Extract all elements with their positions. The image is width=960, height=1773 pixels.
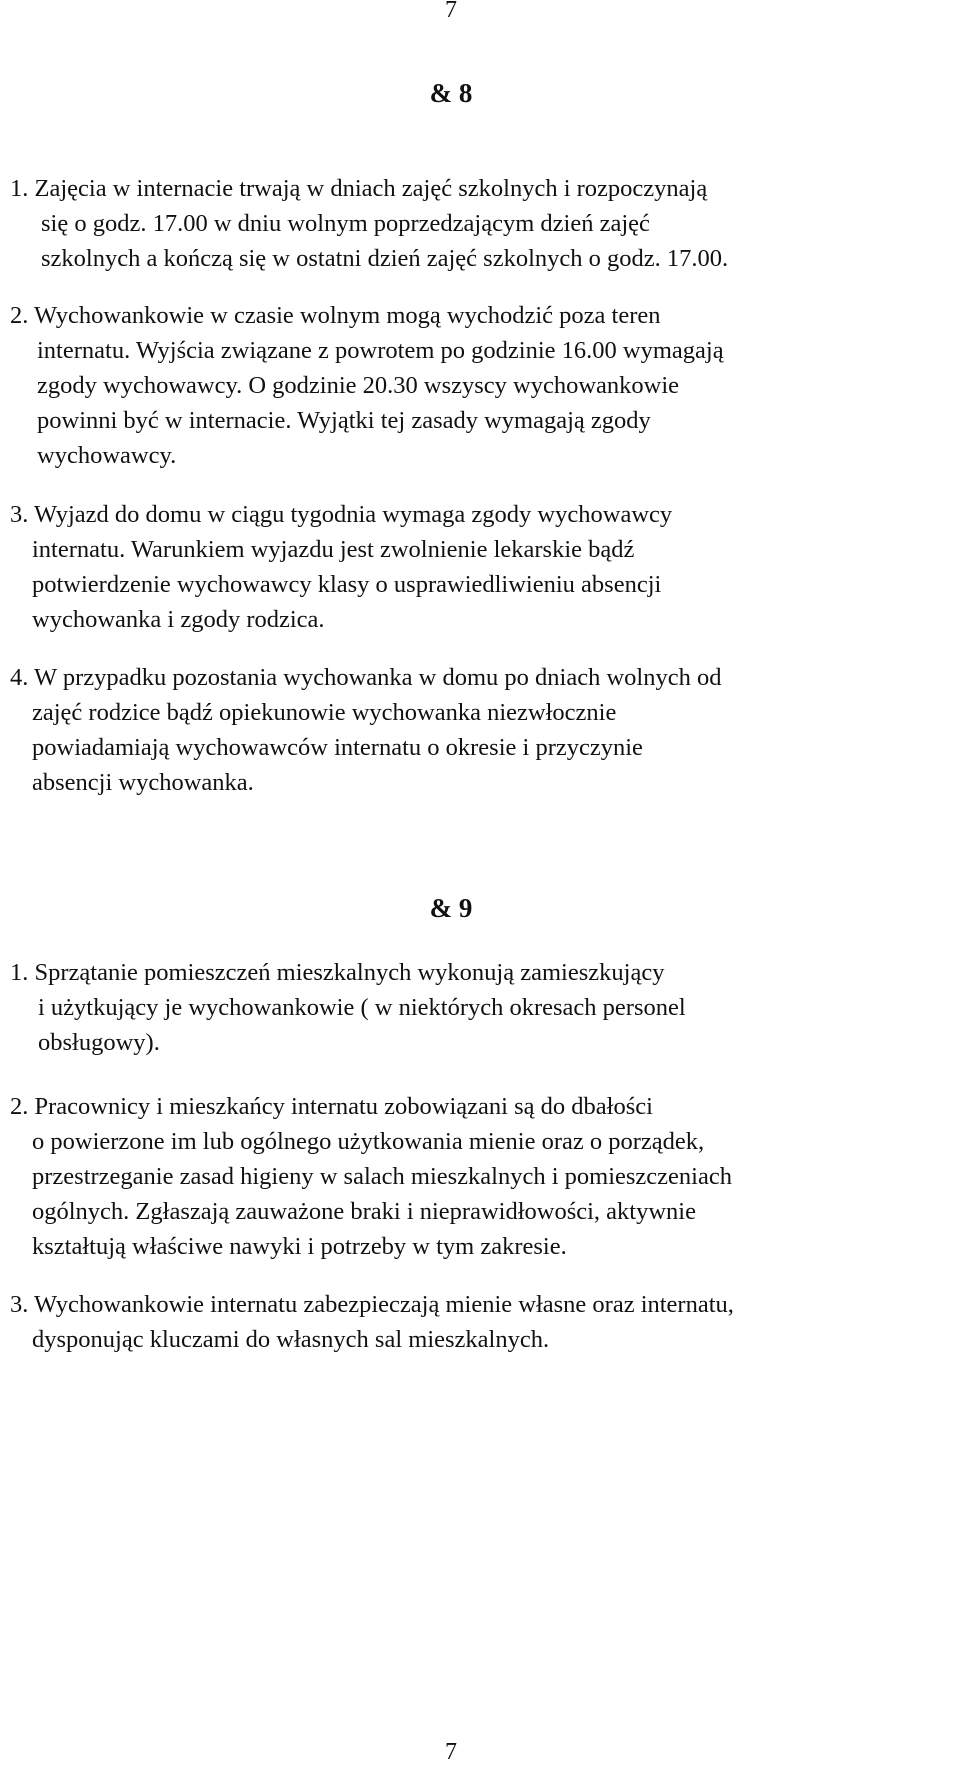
paragraph-line: 1. Zajęcia w internacie trwają w dniach zajęć szkolnych i rozpoczynają	[10, 175, 708, 202]
paragraph-line: wychowanka i zgody rodzica.	[32, 606, 325, 633]
paragraph-line: 3. Wyjazd do domu w ciągu tygodnia wymaga zgody wychowawcy	[10, 501, 673, 528]
paragraph-line: obsługowy).	[38, 1029, 160, 1056]
section-heading-9: & 9	[429, 893, 473, 923]
paragraph-line: 2. Pracownicy i mieszkańcy internatu zobowiązani są do dbałości	[10, 1093, 653, 1120]
paragraph-line: absencji wychowanka.	[32, 769, 254, 796]
paragraph-line: 1. Sprzątanie pomieszczeń mieszkalnych wykonują zamieszkujący	[10, 959, 665, 986]
paragraph-line: zgody wychowawcy. O godzinie 20.30 wszyscy wychowankowie	[37, 372, 680, 399]
paragraph-line: się o godz. 17.00 w dniu wolnym poprzedzającym dzień zajęć	[41, 210, 650, 237]
paragraph-line: ogólnych. Zgłaszają zauważone braki i nieprawidłowości, aktywnie	[32, 1198, 696, 1225]
paragraph-8-4	[10, 660, 930, 800]
bottom-page-number: 7	[445, 1739, 457, 1765]
paragraph-line: szkolnych a kończą się w ostatni dzień zajęć szkolnych o godz. 17.00.	[41, 245, 729, 272]
paragraph-9-3	[10, 1287, 930, 1357]
paragraph-line: potwierdzenie wychowawcy klasy o usprawiedliwieniu absencji	[32, 571, 662, 598]
paragraph-line: o powierzone im lub ogólnego użytkowania mienie oraz o porządek,	[32, 1128, 705, 1155]
paragraph-8-1	[10, 171, 930, 276]
paragraph-line: powiadamiają wychowawców internatu o okresie i przyczynie	[32, 734, 643, 761]
paragraph-line: powinni być w internacie. Wyjątki tej zasady wymagają zgody	[37, 407, 651, 434]
paragraph-line: internatu. Wyjścia związane z powrotem po godzinie 16.00 wymagają	[37, 337, 724, 364]
paragraph-line: 4. W przypadku pozostania wychowanka w domu po dniach wolnych od	[10, 664, 722, 691]
paragraph-line: 3. Wychowankowie internatu zabezpieczają mienie własne oraz internatu,	[10, 1291, 734, 1318]
paragraph-line: dysponując kluczami do własnych sal mieszkalnych.	[32, 1326, 550, 1353]
section-heading-8: & 8	[429, 78, 473, 108]
paragraph-line: internatu. Warunkiem wyjazdu jest zwolnienie lekarskie bądź	[32, 536, 635, 563]
paragraph-line: kształtują właściwe nawyki i potrzeby w tym zakresie.	[32, 1233, 567, 1260]
paragraph-8-2	[10, 298, 930, 473]
paragraph-line: zajęć rodzice bądź opiekunowie wychowanka niezwłocznie	[32, 699, 617, 726]
paragraph-line: i użytkujący je wychowankowie ( w niektórych okresach personel	[38, 994, 686, 1021]
paragraph-9-1	[10, 955, 930, 1060]
paragraph-8-3	[10, 497, 930, 637]
paragraph-line: wychowawcy.	[37, 442, 177, 469]
paragraph-line: 2. Wychowankowie w czasie wolnym mogą wychodzić poza teren	[10, 302, 661, 329]
paragraph-line: przestrzeganie zasad higieny w salach mieszkalnych i pomieszczeniach	[32, 1163, 732, 1190]
top-page-number: 7	[445, 0, 457, 23]
paragraph-9-2	[10, 1089, 930, 1264]
